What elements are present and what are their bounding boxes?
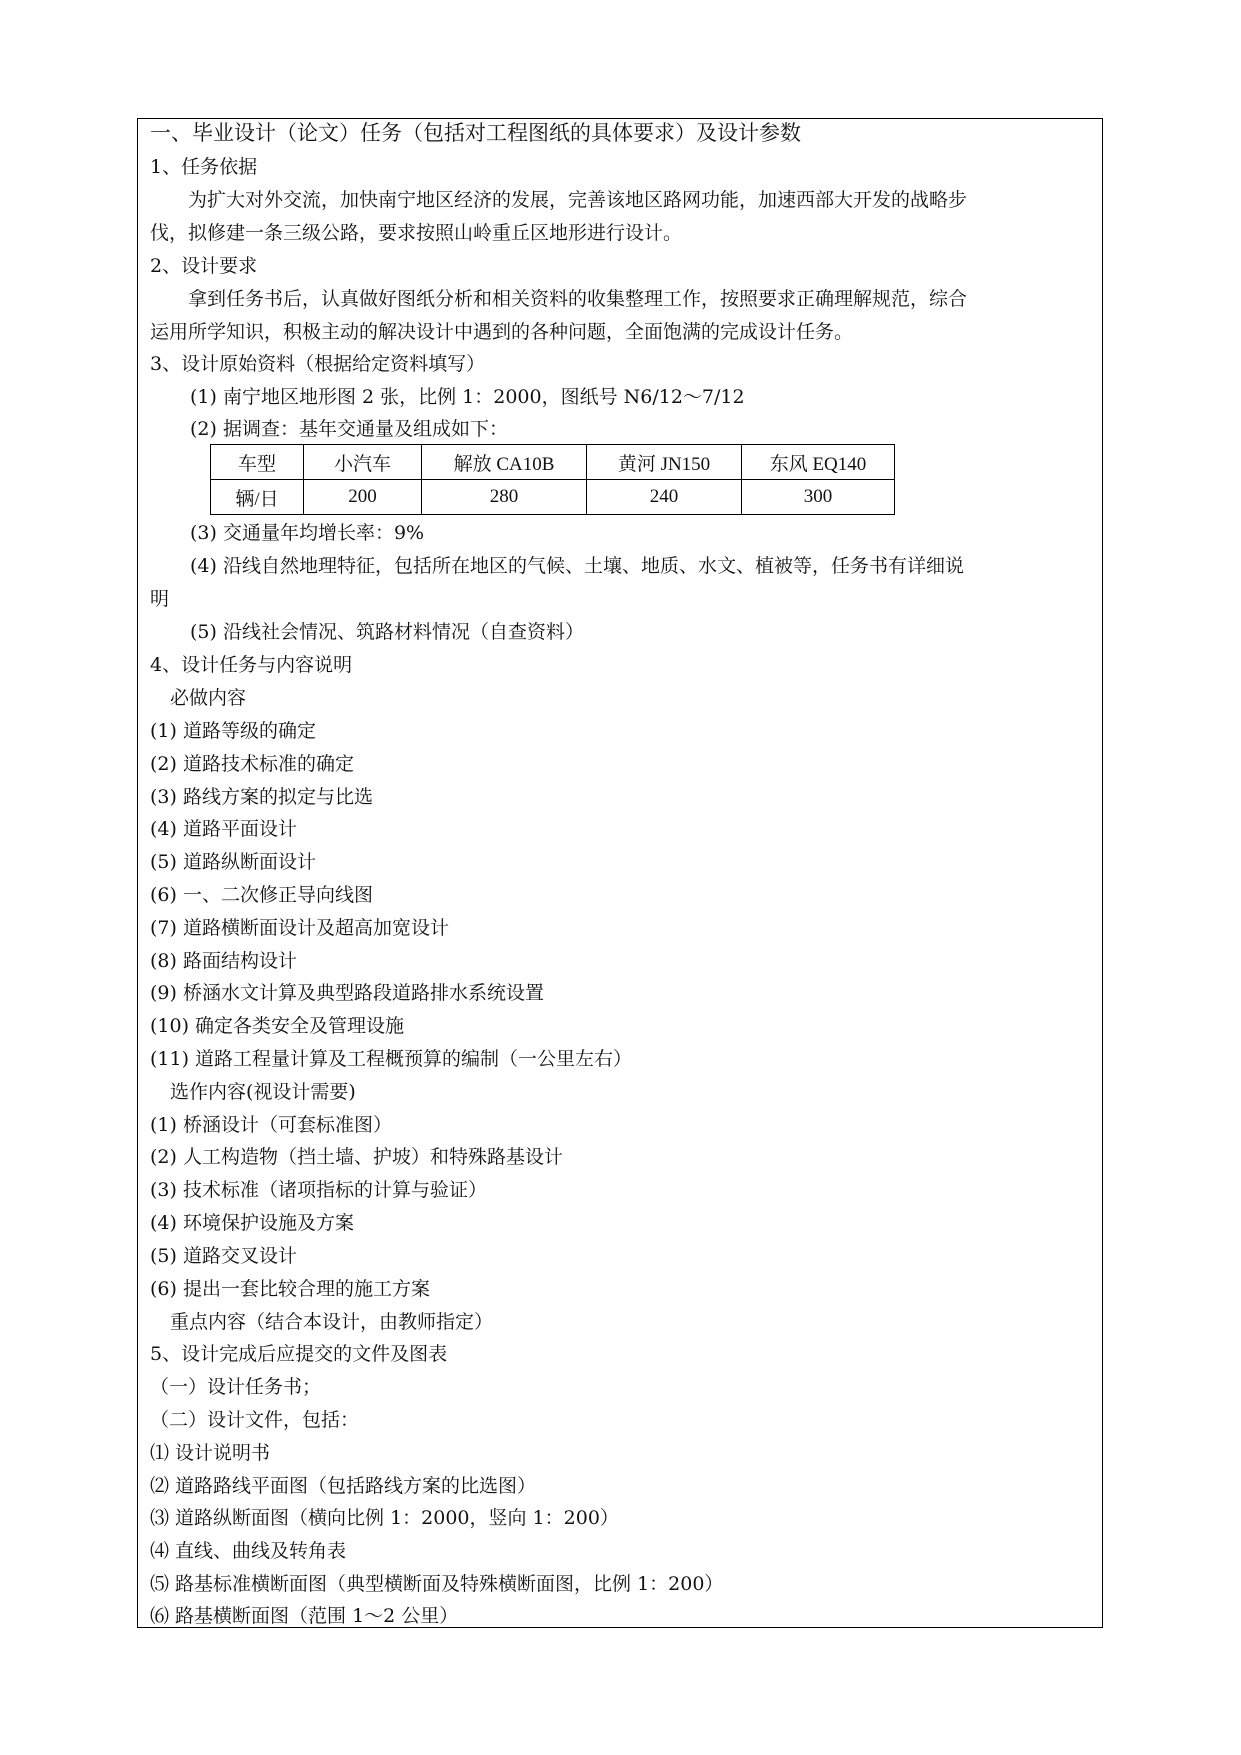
- section-5-item-a: （一）设计任务书；: [150, 1376, 322, 1398]
- table-header-cell: 黄河 JN150: [587, 445, 742, 480]
- table-cell: 300: [742, 480, 895, 515]
- section-3-item-3: (3) 交通量年均增长率：9%: [190, 522, 425, 544]
- section-2-text-line-1: 拿到任务书后，认真做好图纸分析和相关资料的收集整理工作，按照要求正确理解规范，综合: [188, 288, 968, 310]
- document-item: ⑵ 道路路线平面图（包括路线方案的比选图）: [150, 1475, 537, 1497]
- optional-item: (2) 人工构造物（挡土墙、护坡）和特殊路基设计: [150, 1146, 563, 1168]
- page-heading: 一、毕业设计（论文）任务（包括对工程图纸的具体要求）及设计参数: [150, 121, 801, 145]
- table-cell: 辆/日: [211, 480, 304, 515]
- section-3-item-4-line-2: 明: [150, 588, 170, 610]
- section-1-text-line-2: 伐，拟修建一条三级公路，要求按照山岭重丘区地形进行设计。: [150, 222, 683, 244]
- section-5-title: 5、设计完成后应提交的文件及图表: [150, 1343, 448, 1365]
- section-3-item-2: (2) 据调查：基年交通量及组成如下：: [190, 418, 508, 440]
- required-item: (7) 道路横断面设计及超高加宽设计: [150, 917, 449, 939]
- optional-item: (4) 环境保护设施及方案: [150, 1212, 354, 1234]
- optional-content-title: 选作内容(视设计需要): [170, 1081, 356, 1103]
- section-2-title: 2、设计要求: [150, 255, 258, 277]
- required-item: (9) 桥涵水文计算及典型路段道路排水系统设置: [150, 982, 544, 1004]
- required-item: (8) 路面结构设计: [150, 950, 297, 972]
- table-row: [211, 480, 895, 515]
- document-item: ⑴ 设计说明书: [150, 1442, 271, 1464]
- key-content-title: 重点内容（结合本设计，由教师指定）: [170, 1311, 494, 1333]
- section-5-item-b: （二）设计文件，包括：: [150, 1409, 360, 1431]
- required-item: (2) 道路技术标准的确定: [150, 753, 354, 775]
- required-content-title: 必做内容: [170, 687, 247, 709]
- optional-item: (5) 道路交叉设计: [150, 1245, 297, 1267]
- required-item: (11) 道路工程量计算及工程概预算的编制（一公里左右）: [150, 1048, 633, 1070]
- document-item: ⑹ 路基横断面图（范围 1～2 公里）: [150, 1605, 459, 1627]
- required-item: (10) 确定各类安全及管理设施: [150, 1015, 405, 1037]
- table-header-cell: 解放 CA10B: [422, 445, 587, 480]
- table-cell: 240: [587, 480, 742, 515]
- table-header-cell: 东风 EQ140: [742, 445, 895, 480]
- section-3-title: 3、设计原始资料（根据给定资料填写）: [150, 353, 486, 375]
- table-cell: 280: [422, 480, 587, 515]
- required-item: (4) 道路平面设计: [150, 818, 297, 840]
- section-4-title: 4、设计任务与内容说明: [150, 654, 353, 676]
- table-header-row: [211, 445, 895, 480]
- document-item: ⑶ 道路纵断面图（横向比例 1：2000，竖向 1：200）: [150, 1507, 619, 1529]
- traffic-volume-table: [210, 444, 895, 515]
- document-item: ⑸ 路基标准横断面图（典型横断面及特殊横断面图，比例 1：200）: [150, 1573, 724, 1595]
- document-item: ⑷ 直线、曲线及转角表: [150, 1540, 347, 1562]
- required-item: (1) 道路等级的确定: [150, 720, 316, 742]
- table-header-cell: 小汽车: [304, 445, 422, 480]
- optional-item: (1) 桥涵设计（可套标准图）: [150, 1114, 392, 1136]
- section-1-title: 1、任务依据: [150, 156, 258, 178]
- table-cell: 200: [304, 480, 422, 515]
- section-3-item-5: (5) 沿线社会情况、筑路材料情况（自查资料）: [190, 621, 584, 643]
- section-1-text-line-1: 为扩大对外交流，加快南宁地区经济的发展，完善该地区路网功能，加速西部大开发的战略步: [188, 189, 968, 211]
- section-3-item-1: (1) 南宁地区地形图 2 张，比例 1：2000，图纸号 N6/12～7/12: [190, 386, 745, 408]
- optional-item: (6) 提出一套比较合理的施工方案: [150, 1278, 430, 1300]
- section-3-item-4-line-1: (4) 沿线自然地理特征，包括所在地区的气候、土壤、地质、水文、植被等，任务书有详细说: [190, 555, 964, 577]
- section-2-text-line-2: 运用所学知识，积极主动的解决设计中遇到的各种问题，全面饱满的完成设计任务。: [150, 321, 854, 343]
- optional-item: (3) 技术标准（诸项指标的计算与验证）: [150, 1179, 487, 1201]
- required-item: (5) 道路纵断面设计: [150, 851, 316, 873]
- required-item: (3) 路线方案的拟定与比选: [150, 786, 373, 808]
- table-header-cell: 车型: [211, 445, 304, 480]
- required-item: (6) 一、二次修正导向线图: [150, 884, 373, 906]
